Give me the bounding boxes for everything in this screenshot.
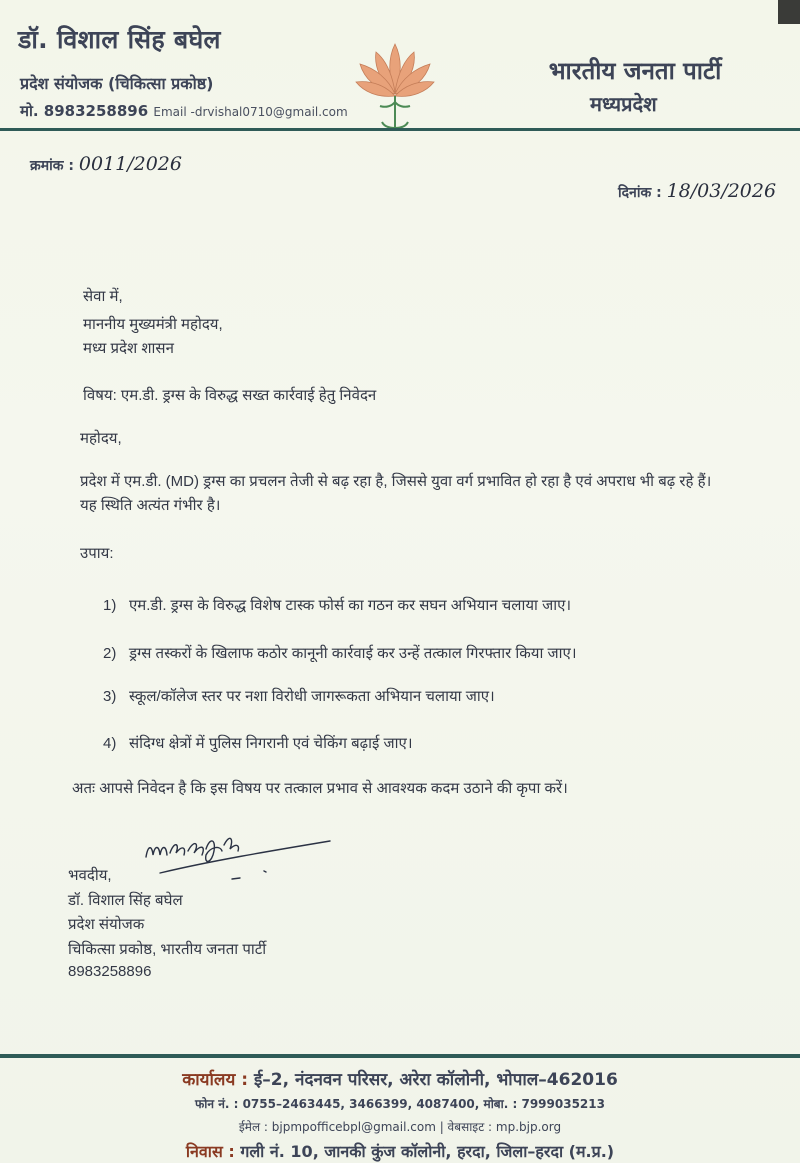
letterhead-name: डॉ. विशाल सिंह बघेल xyxy=(18,25,221,54)
body-paragraph: प्रदेश में एम.डी. (MD) ड्रग्स का प्रचलन तेजी से बढ़ रहा है, जिससे युवा वर्ग प्रभावित हो रहा है एवं अपराध भी बढ़ रहे हैं। यह स्थिति अत्यंत गंभीर है। xyxy=(80,473,712,514)
letter-date xyxy=(618,180,776,202)
address-line-3: मध्य प्रदेश शासन xyxy=(83,340,174,357)
footer-email-line: ईमेल : bjpmpofficebpl@gmail.com | वेबसाइट : mp.bjp.org xyxy=(238,1120,562,1134)
state-name: मध्यप्रदेश xyxy=(590,92,657,116)
list-text: ड्रग्स तस्करों के खिलाफ कठोर कानूनी कार्रवाई कर उन्हें तत्काल गिरफ्तार किया जाए। xyxy=(129,645,577,662)
footer-residence-address xyxy=(0,1140,800,1162)
office-address: ई–2, नंदनवन परिसर, अरेरा कॉलोनी, भोपाल–462016 xyxy=(253,1070,618,1090)
email-address: drvishal0710@gmail.com xyxy=(194,105,348,119)
remedies-heading: उपाय: xyxy=(80,545,114,562)
signoff-phone: 8983258896 xyxy=(68,963,152,980)
list-item xyxy=(103,686,495,706)
mobile-label: मो. xyxy=(20,102,39,120)
address-line-1: सेवा में, xyxy=(83,288,123,305)
subject-line: विषय: एम.डी. ड्रग्स के विरुद्ध सख्त कार्रवाई हेतु निवेदन xyxy=(83,387,377,404)
footer-phone-line: फोन नं. : 0755–2463445, 3466399, 4087400, मोबा. : 7999035213 xyxy=(195,1097,605,1111)
footer-divider xyxy=(0,1054,800,1058)
office-label: कार्यालय : xyxy=(182,1070,249,1090)
date-label: दिनांक : xyxy=(618,185,662,201)
date-value: 18/03/2026 xyxy=(666,180,777,202)
reference-label: क्रमांक : xyxy=(30,158,74,174)
list-text: एम.डी. ड्रग्स के विरुद्ध विशेष टास्क फोर्स का गठन कर सघन अभियान चलाया जाए। xyxy=(129,597,572,614)
list-number: 1) xyxy=(103,597,117,614)
list-text: स्कूल/कॉलेज स्तर पर नशा विरोधी जागरूकता अभियान चलाया जाए। xyxy=(129,688,495,705)
lotus-logo-icon xyxy=(350,36,440,136)
residence-label: निवास : xyxy=(185,1142,235,1161)
address-line-2: माननीय मुख्यमंत्री महोदय, xyxy=(83,316,223,333)
list-item xyxy=(103,595,571,615)
list-text: संदिग्ध क्षेत्रों में पुलिस निगरानी एवं चेकिंग बढ़ाई जाए। xyxy=(129,735,413,752)
party-name: भारतीय जनता पार्टी xyxy=(548,57,722,85)
background-corner xyxy=(778,0,800,24)
residence-address: गली नं. 10, जानकी कुंज कॉलोनी, हरदा, जिला–हरदा (म.प्र.) xyxy=(240,1142,615,1161)
letterhead-contact xyxy=(20,101,348,121)
list-item xyxy=(103,643,577,663)
reference-number xyxy=(30,153,182,175)
mobile-number: 8983258896 xyxy=(43,102,149,120)
signoff-yours: भवदीय, xyxy=(68,867,112,884)
header-divider xyxy=(0,128,800,131)
email-label: Email - xyxy=(153,105,195,119)
signoff-cell: चिकित्सा प्रकोष्ठ, भारतीय जनता पार्टी xyxy=(68,941,267,958)
list-number: 2) xyxy=(103,645,117,662)
signoff-designation: प्रदेश संयोजक xyxy=(68,916,145,933)
reference-value: 0011/2026 xyxy=(78,153,182,175)
handwritten-signature xyxy=(140,815,350,895)
list-number: 4) xyxy=(103,735,117,752)
salutation: महोदय, xyxy=(80,430,122,447)
list-item xyxy=(103,733,413,753)
list-number: 3) xyxy=(103,688,117,705)
signoff-name: डॉ. विशाल सिंह बघेल xyxy=(68,892,183,909)
closing-request: अतः आपसे निवेदन है कि इस विषय पर तत्काल प्रभाव से आवश्यक कदम उठाने की कृपा करें। xyxy=(72,780,568,797)
footer-office-address xyxy=(0,1067,800,1090)
letterhead-designation: प्रदेश संयोजक (चिकित्सा प्रकोष्ठ) xyxy=(20,74,214,93)
